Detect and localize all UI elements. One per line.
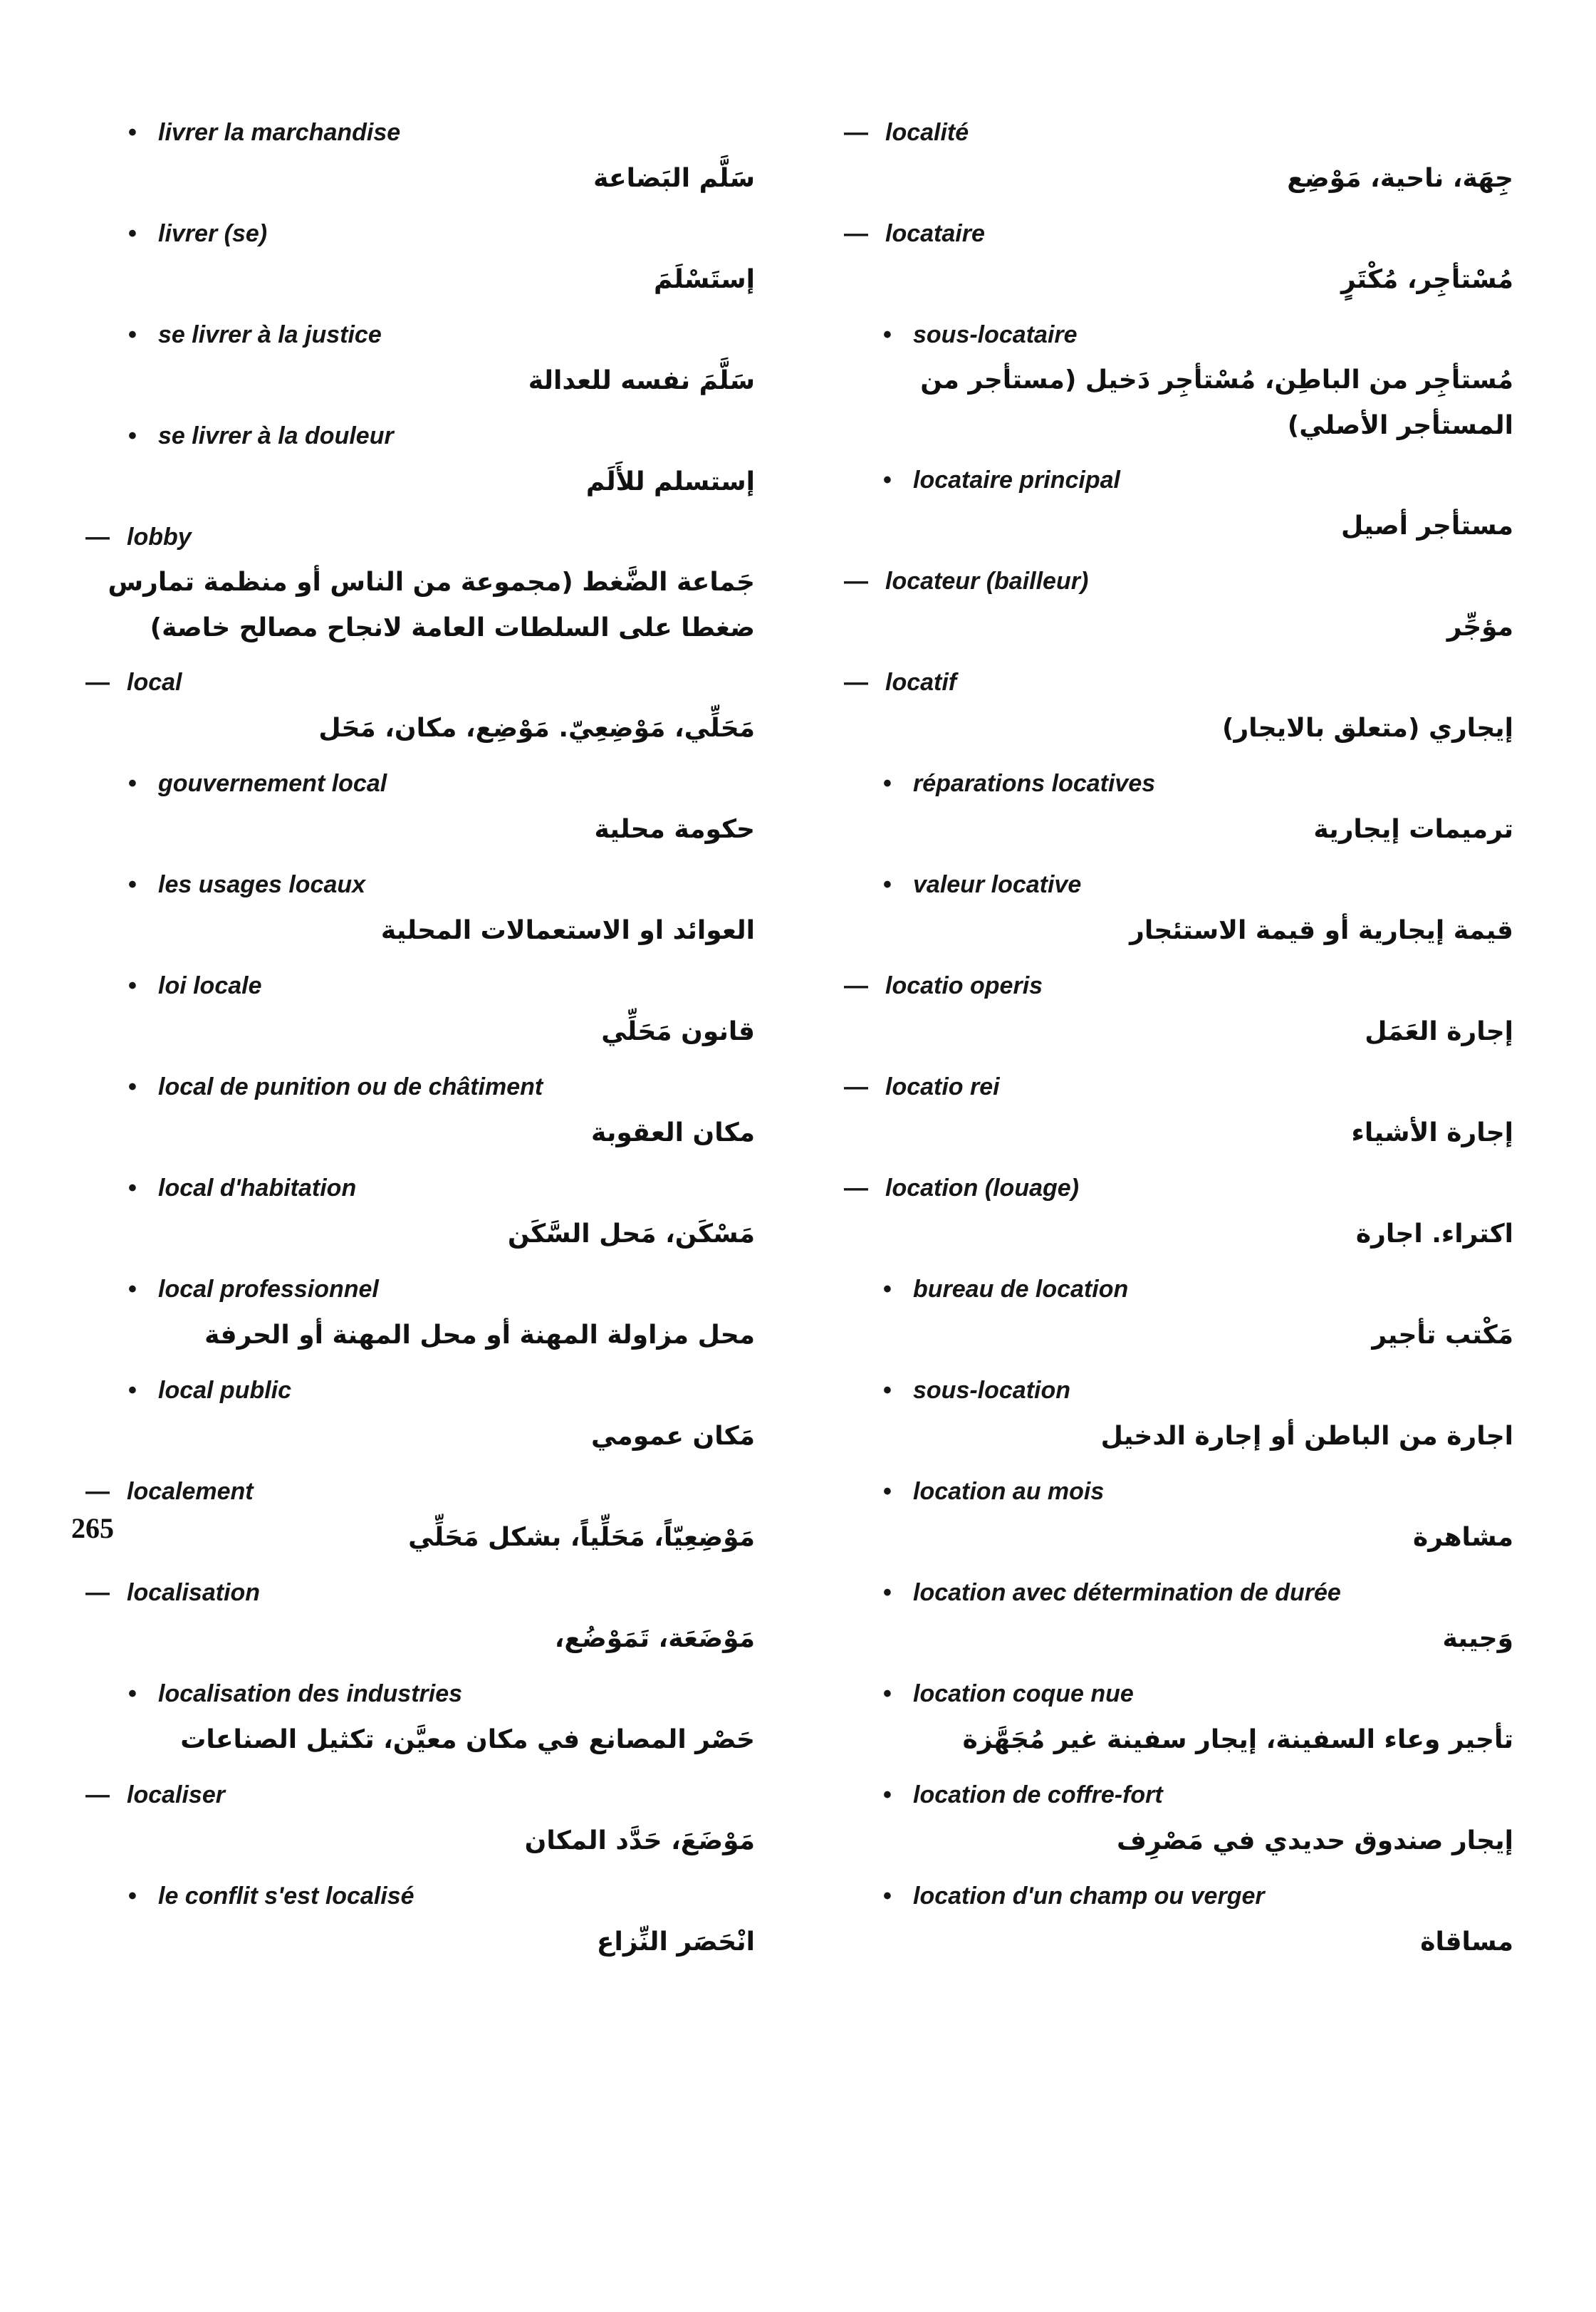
arabic-translation: إستسلم للأَلَم [585,467,755,496]
entry-location-louage [830,1170,1513,1271]
arabic-translation: مُسْتأجِر، مُكْتَرٍ [1341,265,1513,294]
dash-marker: — [85,1579,110,1606]
bullet-marker: • [883,321,892,348]
french-term-text: loi locale [158,972,262,999]
french-headword [830,215,1513,252]
arabic-translation: مكان العقوبة [590,1118,755,1147]
bullet-marker: • [883,1377,892,1404]
arabic-translation: إستَسْلَمَ [654,265,755,294]
arabic-translation: ترميمات إيجارية [1313,815,1513,844]
left-column [71,114,755,1979]
french-term [830,316,1513,353]
dash-marker: — [85,524,110,551]
french-headword-text: localement [127,1478,254,1505]
arabic-translation: مشاهرة [1412,1523,1513,1552]
french-headword [830,967,1513,1004]
french-headword [830,1068,1513,1105]
french-term-text: location au mois [913,1478,1105,1505]
french-term [71,1068,755,1105]
entry-reparations-locatives [830,765,1513,866]
arabic-translation: إيجار صندوق حديدي في مَصْرِف [1116,1826,1513,1855]
arabic-translation: حكومة محلية [594,815,755,844]
bullet-marker: • [128,1680,137,1707]
french-headword-text: localité [885,119,969,146]
bullet-marker: • [883,871,892,898]
entry-location-d-un-champ [830,1878,1513,1979]
bullet-marker: • [128,1377,137,1404]
french-term [71,417,755,454]
arabic-translation: إجارة العَمَل [1365,1017,1513,1046]
bullet-marker: • [128,220,137,247]
french-term-text: locataire principal [913,467,1120,494]
dash-marker: — [85,669,110,696]
french-term-text: livrer la marchandise [158,119,401,146]
arabic-translation: مَكان عمومي [590,1422,755,1451]
entry-localisation-des-industries [71,1675,755,1776]
dash-marker: — [844,119,868,146]
french-term-text: local d'habitation [158,1175,357,1202]
entry-loi-locale [71,967,755,1068]
french-headword-text: locataire [885,220,985,247]
french-term [71,1878,755,1915]
entry-locataire-principal [830,462,1513,563]
french-headword [830,114,1513,151]
bullet-marker: • [883,1781,892,1808]
french-headword-text: local [127,669,182,696]
bullet-marker: • [883,1883,892,1910]
bullet-marker: • [128,1073,137,1100]
entry-local-professionnel [71,1271,755,1372]
entry-location-avec-determination [830,1574,1513,1675]
french-headword-text: locatio rei [885,1073,1000,1100]
french-term-text: localisation des industries [158,1680,463,1707]
french-term-text: bureau de location [913,1276,1129,1303]
french-term-text: se livrer à la justice [158,321,382,348]
french-headword-text: locatif [885,669,957,696]
entry-locatif [830,664,1513,765]
entry-localisation [71,1574,755,1675]
arabic-translation: انْحَصَر النِّزاع [596,1927,755,1957]
french-term [71,1170,755,1207]
french-term [830,866,1513,903]
entry-localite [830,114,1513,215]
dash-marker: — [85,1478,110,1505]
arabic-translation: اجارة من الباطن أو إجارة الدخيل [1100,1422,1513,1451]
arabic-translation: حَصْر المصانع في مكان معيَّن، تكثيل الصناعات [180,1725,755,1754]
bullet-marker: • [128,1276,137,1303]
french-headword [71,1473,755,1510]
dash-marker: — [844,972,868,999]
arabic-translation: مَوْضِعِيّاً، مَحَلِّياً، بشكل مَحَلِّي [408,1523,755,1552]
arabic-translation: مَسْكَن، مَحل السَّكَن [507,1219,755,1249]
french-headword [830,1170,1513,1207]
bullet-marker: • [128,321,137,348]
french-headword-text: localiser [127,1781,225,1808]
entry-livrer-la-marchandise [71,114,755,215]
french-term-text: les usages locaux [158,871,366,898]
arabic-translation: إجارة الأشياء [1351,1118,1513,1147]
french-term-text: réparations locatives [913,770,1156,797]
bullet-marker: • [883,1579,892,1606]
french-term-text: location de coffre-fort [913,1781,1163,1808]
arabic-translation: إيجاري (متعلق بالايجار) [1221,714,1513,743]
entry-local [71,664,755,765]
french-term [71,967,755,1004]
french-headword-text: location (louage) [885,1175,1079,1202]
bullet-marker: • [128,871,137,898]
entry-le-conflit-s-est-localise [71,1878,755,1979]
entry-sous-locataire [830,316,1513,462]
bullet-marker: • [128,770,137,797]
bullet-marker: • [128,1175,137,1202]
entry-local-d-habitation [71,1170,755,1271]
arabic-translation: جَماعة الضَّغط (مجموعة من الناس أو منظمة تمارس ضغطا على السلطات العامة لانجاح مصالح خاصة) [108,568,755,642]
dash-marker: — [844,1175,868,1202]
bullet-marker: • [128,119,137,146]
french-headword [71,519,755,556]
dash-marker: — [844,568,868,595]
french-term-text: se livrer à la douleur [158,422,394,449]
french-term-text: location avec détermination de durée [913,1579,1341,1606]
arabic-translation: سَلَّم البَضاعة [593,164,755,193]
french-term-text: local professionnel [158,1276,379,1303]
french-term-text: local public [158,1377,292,1404]
entry-locatio-operis [830,967,1513,1068]
bullet-marker: • [883,1680,892,1707]
entry-se-livrer-a-la-douleur [71,417,755,519]
arabic-translation: سَلَّمَ نفسه للعدالة [528,366,755,395]
french-term [71,316,755,353]
arabic-translation: مَكْتب تأجير [1372,1321,1513,1350]
french-term-text: location d'un champ ou verger [913,1883,1265,1910]
bullet-marker: • [128,1883,137,1910]
french-term-text: sous-locataire [913,321,1078,348]
arabic-translation: مَحَلِّي، مَوْضِعِيّ. مَوْضِع، مكان، مَحَل [318,714,755,743]
french-headword [830,664,1513,701]
entry-localement [71,1473,755,1574]
bullet-marker: • [883,770,892,797]
french-term [830,1675,1513,1712]
french-term [71,215,755,252]
arabic-translation: مَوْضَعَ، حَدَّد المكان [524,1826,755,1855]
french-term [71,866,755,903]
french-headword [71,1776,755,1813]
arabic-translation: جِهَة، ناحية، مَوْضِع [1287,164,1513,193]
french-headword-text: lobby [127,524,192,551]
french-term [830,1878,1513,1915]
french-headword [830,563,1513,600]
entry-les-usages-locaux [71,866,755,967]
entry-gouvernement-local [71,765,755,866]
french-term [71,1372,755,1409]
arabic-translation: العوائد او الاستعمالات المحلية [380,916,755,945]
arabic-translation: قانون مَحَلِّي [601,1017,755,1046]
entry-sous-location [830,1372,1513,1473]
entry-location-au-mois [830,1473,1513,1574]
french-term-text: gouvernement local [158,770,387,797]
entry-locatio-rei [830,1068,1513,1170]
french-term [830,462,1513,499]
french-headword-text: locateur (bailleur) [885,568,1089,595]
entry-location-de-coffre-fort [830,1776,1513,1878]
french-term-text: sous-location [913,1377,1071,1404]
bullet-marker: • [883,467,892,494]
french-term [830,1271,1513,1308]
dash-marker: — [844,220,868,247]
entry-local-public [71,1372,755,1473]
french-term-text: livrer (se) [158,220,268,247]
french-term-text: location coque nue [913,1680,1134,1707]
entry-locataire [830,215,1513,316]
dash-marker: — [85,1781,110,1808]
french-term [830,1473,1513,1510]
french-term [71,1675,755,1712]
arabic-translation: مؤجِّر [1446,613,1513,642]
french-term [830,1574,1513,1611]
entry-location-coque-nue [830,1675,1513,1776]
french-headword-text: locatio operis [885,972,1043,999]
entry-livrer-se [71,215,755,316]
entry-valeur-locative [830,866,1513,967]
page-number: 265 [71,1512,114,1544]
bullet-marker: • [128,422,137,449]
dash-marker: — [844,669,868,696]
french-term-text: local de punition ou de châtiment [158,1073,543,1100]
bullet-marker: • [883,1478,892,1505]
french-headword [71,1574,755,1611]
french-headword-text: localisation [127,1579,261,1606]
arabic-translation: مستأجر أصيل [1341,511,1513,541]
entry-local-de-punition [71,1068,755,1170]
arabic-translation: وَجيبة [1442,1624,1513,1653]
french-headword [71,664,755,701]
entry-bureau-de-location [830,1271,1513,1372]
entry-localiser [71,1776,755,1878]
french-term [830,1776,1513,1813]
french-term [71,765,755,802]
entry-locateur [830,563,1513,664]
entry-se-livrer-a-la-justice [71,316,755,417]
arabic-translation: قيمة إيجارية أو قيمة الاستئجار [1130,916,1513,945]
dash-marker: — [844,1073,868,1100]
french-term [830,1372,1513,1409]
bullet-marker: • [883,1276,892,1303]
arabic-translation: مساقاة [1420,1927,1513,1957]
arabic-translation: محل مزاولة المهنة أو محل المهنة أو الحرفة [204,1321,755,1350]
entry-lobby [71,519,755,664]
french-term-text: le conflit s'est localisé [158,1883,414,1910]
french-term [71,114,755,151]
arabic-translation: مُستأجِر من الباطِن، مُسْتأجِر دَخيل (مستأجر من المستأجر الأصلي) [920,365,1513,440]
arabic-translation: اكتراء. اجارة [1355,1219,1513,1249]
french-term-text: valeur locative [913,871,1082,898]
arabic-translation: تأجير وعاء السفينة، إيجار سفينة غير مُجَهَّزة [962,1725,1513,1754]
bullet-marker: • [128,972,137,999]
french-term [830,765,1513,802]
french-term [71,1271,755,1308]
arabic-translation: مَوْضَعَة، تَمَوْضُع، [554,1624,755,1653]
right-column [830,114,1513,1979]
